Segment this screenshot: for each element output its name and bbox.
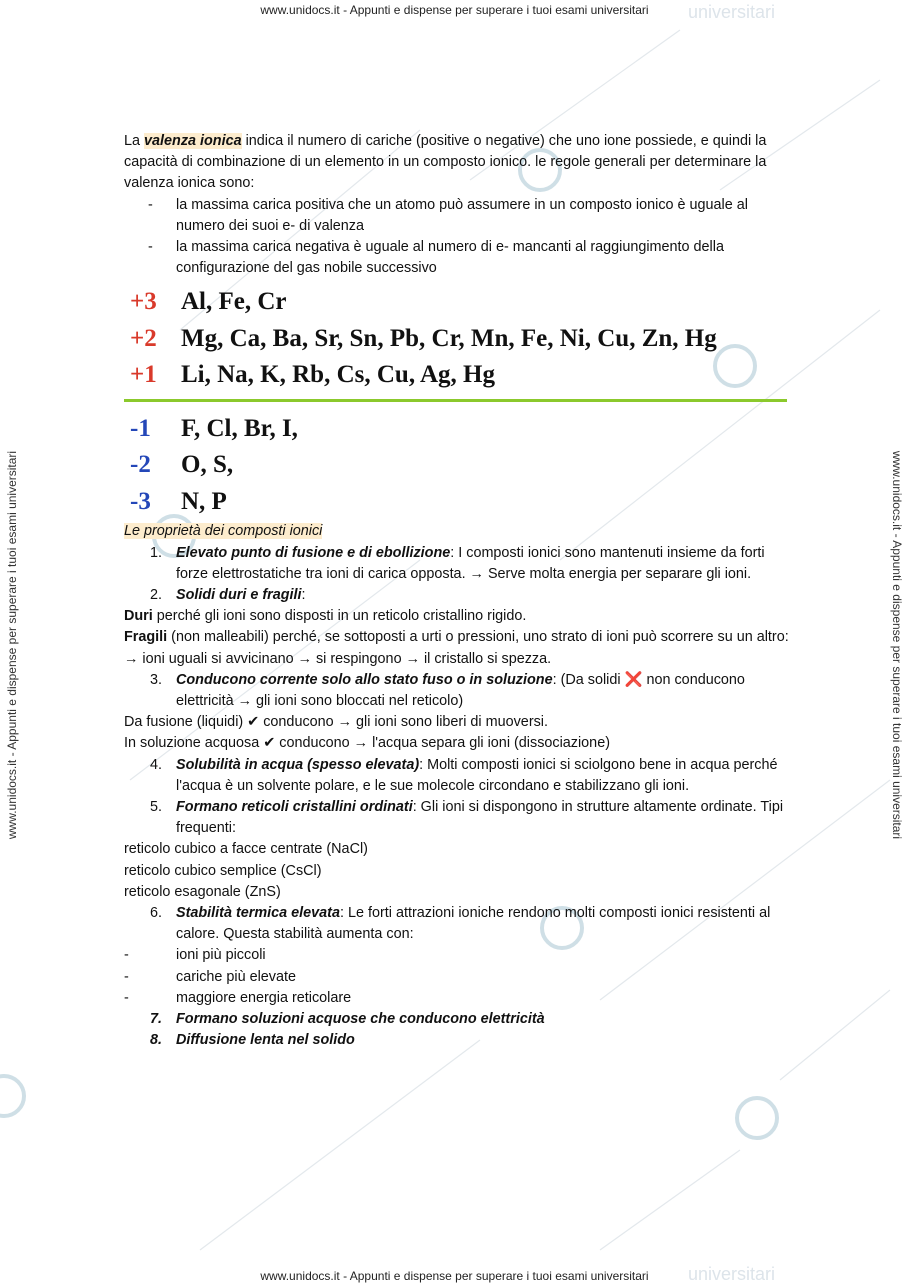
property-item: 3. Conducono corrente solo allo stato fuso o in soluzione: (Da solidi ❌ non conducono elettricità → gli ioni sono bloccati nel reticolo)	[150, 671, 745, 710]
watermark-top[interactable]: www.unidocs.it - Appunti e dispense per superare i tuoi esami universitari	[260, 3, 649, 17]
property-item: 6. Stabilità termica elevata: Le forti attrazioni ioniche rendono molti composti ionici resistenti al calore. Questa stabilità aumenta con:	[150, 905, 771, 943]
valence-row: +2 Mg, Ca, Ba, Sr, Sn, Pb, Cr, Mn, Fe, Ni, Cu, Zn, Hg	[130, 324, 717, 352]
valence-row: +3 Al, Fe, Cr	[130, 288, 287, 316]
valence-row: -3 N, P	[130, 487, 227, 515]
valence-row: -1 F, Cl, Br, I,	[130, 414, 298, 442]
stabilita-item: - ioni più piccoli	[124, 947, 266, 964]
valence-row: -2 O, S,	[130, 451, 234, 479]
property-item: 1. Elevato punto di fusione e di ebollizione: I composti ionici sono mantenuti insieme da forti forze elettrostatiche tra ioni di carica opposta. → Serve molta energia per separare gli ioni.	[150, 544, 765, 582]
soluzione-line: In soluzione acquosa ✔ conducono → l'acqua separa gli ioni (dissociazione)	[124, 735, 610, 752]
reticolo-line: reticolo cubico semplice (CsCl)	[124, 862, 322, 879]
rule-item: - la massima carica negativa è uguale al numero di e- mancanti al raggiungimento della configurazione del gas nobile successivo	[148, 239, 724, 277]
document-body	[124, 131, 789, 1052]
cross-icon: ❌	[624, 671, 643, 688]
watermark-faint-bottom: universitari	[688, 1264, 776, 1284]
reticolo-line: reticolo cubico a facce centrate (NaCl)	[124, 841, 368, 858]
watermark-right: www.unidocs.it - Appunti e dispense per superare i tuoi esami universitari	[890, 450, 904, 840]
stabilita-item: - cariche più elevate	[124, 968, 296, 985]
intro-paragraph: La valenza ionica indica il numero di cariche (positive o negative) che uno ione possiede, e quindi la capacità di combinazione di un elemento in un composto ionico. le regole generali per determinare la valenza ionica sono:	[124, 133, 767, 192]
valence-table	[130, 283, 789, 519]
separator-line	[124, 399, 787, 402]
property-item: 4. Solubilità in acqua (spesso elevata): Molti composti ionici si sciolgono bene in acqua perché l'acqua è un solvente polare, e le sue molecole circondano e stabilizzano gli ioni.	[150, 756, 778, 794]
valenza-ionica-term: valenza ionica	[144, 133, 242, 149]
fusione-line: Da fusione (liquidi) ✔ conducono → gli ioni sono liberi di muoversi.	[124, 714, 548, 731]
watermark-left: www.unidocs.it - Appunti e dispense per superare i tuoi esami universitari	[5, 450, 19, 840]
property-item: 5. Formano reticoli cristallini ordinati: Gli ioni si dispongono in strutture altamente ordinate. Tipi frequenti:	[150, 799, 784, 837]
duri-paragraph: Duri perché gli ioni sono disposti in un reticolo cristallino rigido.	[124, 608, 527, 625]
reticolo-line: reticolo esagonale (ZnS)	[124, 883, 281, 900]
property-item: 2. Solidi duri e fragili:	[150, 587, 306, 604]
watermark-bottom[interactable]: www.unidocs.it - Appunti e dispense per superare i tuoi esami universitari	[260, 1269, 649, 1283]
watermark-faint-top: universitari	[688, 2, 776, 22]
rule-item: - la massima carica positiva che un atomo può assumere in un composto ionico è uguale al numero dei suoi e- di valenza	[148, 196, 748, 234]
stabilita-item: - maggiore energia reticolare	[124, 989, 352, 1006]
section-title: Le proprietà dei composti ionici	[124, 523, 323, 540]
property-item: 8. Diffusione lenta nel solido	[150, 1032, 355, 1049]
property-item: 7. Formano soluzioni acquose che conducono elettricità	[150, 1011, 545, 1028]
fragili-paragraph: Fragili (non malleabili) perché, se sottoposti a urti o pressioni, uno strato di ioni può scorrere su un altro: → ioni uguali si avvicinano → si respingono → il cristallo si spezza.	[124, 629, 789, 667]
valence-row: +1 Li, Na, K, Rb, Cs, Cu, Ag, Hg	[130, 361, 495, 389]
